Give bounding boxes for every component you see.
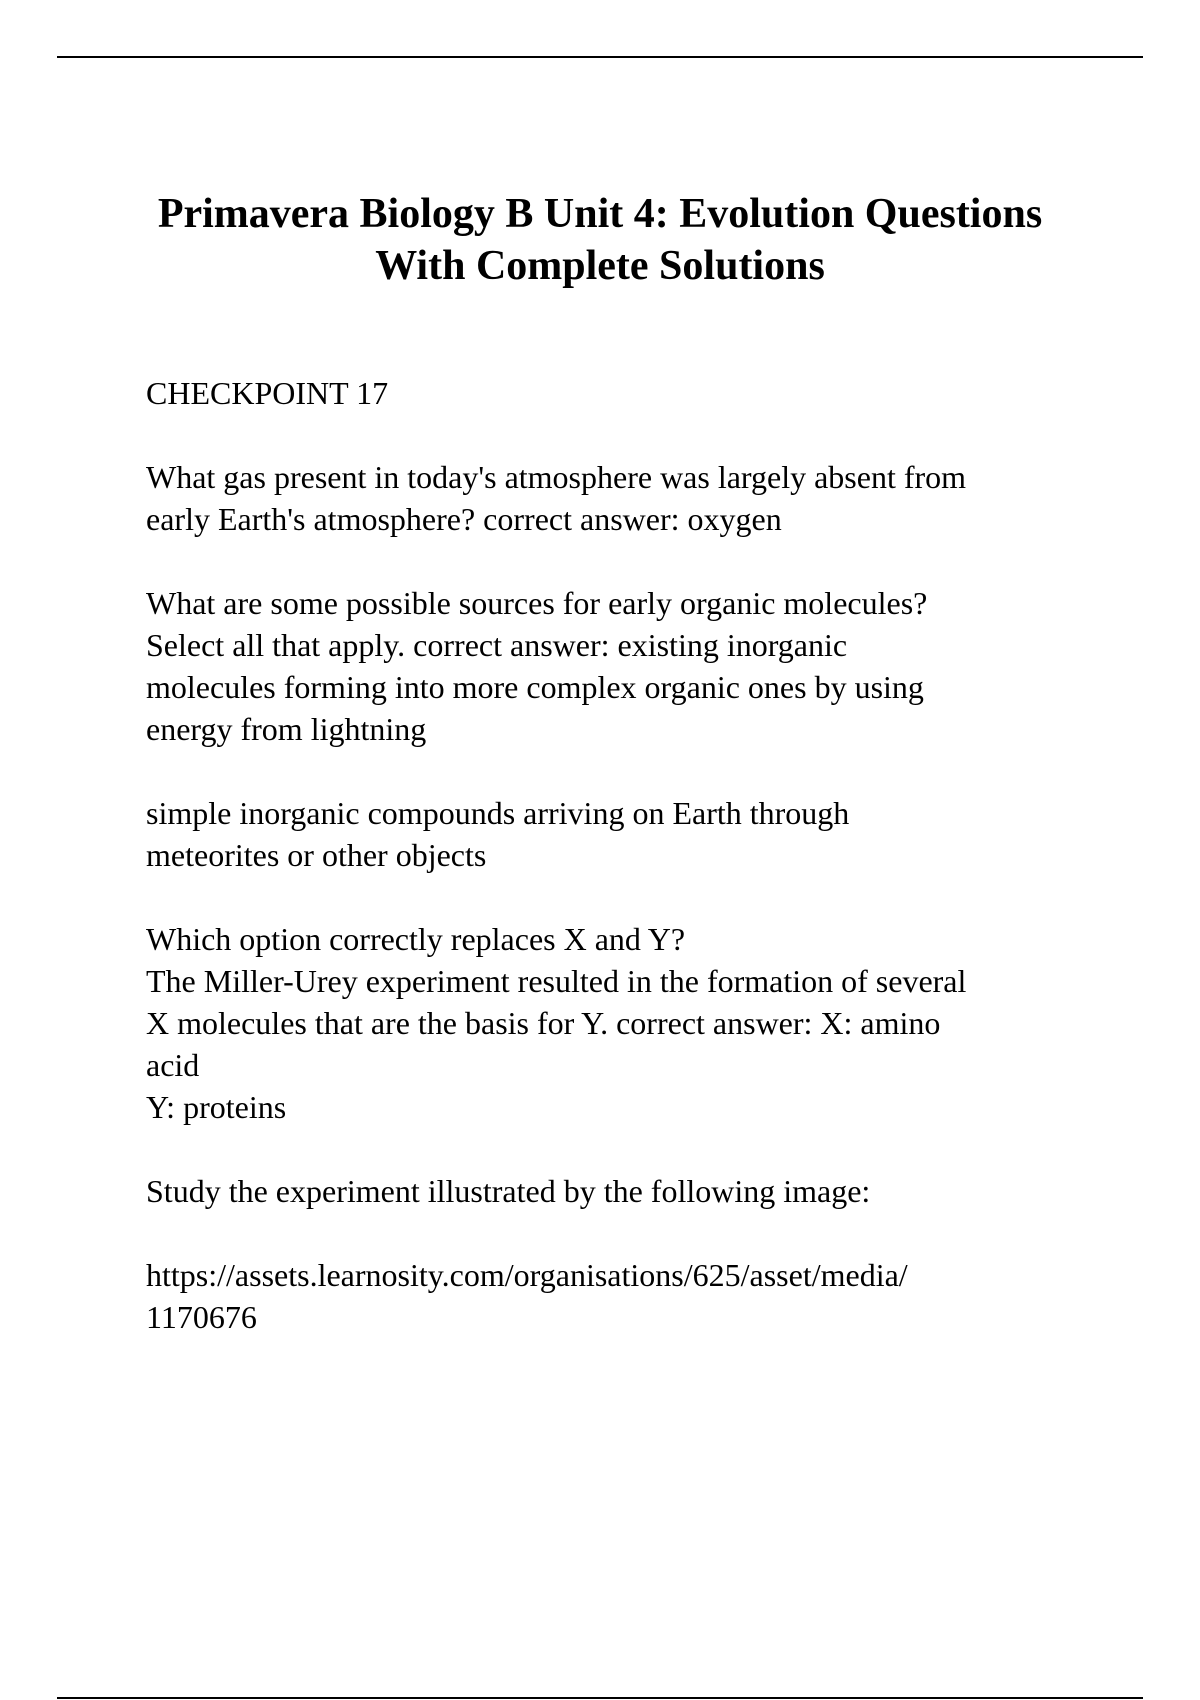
- text-line: simple inorganic compounds arriving on Earth through: [146, 795, 850, 831]
- text-line: What are some possible sources for early organic molecules?: [146, 585, 928, 621]
- question-organic-sources: [146, 582, 1106, 750]
- title-line-1: Primavera Biology B Unit 4: Evolution Questions: [157, 191, 1043, 237]
- text-line: Select all that apply. correct answer: existing inorganic: [146, 627, 848, 663]
- text-line: Which option correctly replaces X and Y?: [146, 921, 686, 957]
- question-study-experiment: [146, 1170, 1106, 1212]
- text-line: X molecules that are the basis for Y. correct answer: X: amino: [146, 1005, 941, 1041]
- text-line: meteorites or other objects: [146, 837, 487, 873]
- media-url: [146, 1254, 1106, 1338]
- title-line-2: With Complete Solutions: [375, 243, 825, 289]
- top-rule: [57, 56, 1143, 58]
- text-line: Study the experiment illustrated by the following image:: [146, 1173, 871, 1209]
- page-title: [100, 188, 1100, 292]
- text-line: molecules forming into more complex organic ones by using: [146, 669, 924, 705]
- question-miller-urey: [146, 918, 1106, 1128]
- text-line: What gas present in today's atmosphere was largely absent from: [146, 459, 967, 495]
- text-line: Y: proteins: [146, 1089, 287, 1125]
- text-line: acid: [146, 1047, 200, 1083]
- text-line: early Earth's atmosphere? correct answer: oxygen: [146, 501, 782, 537]
- document-body: [146, 372, 1106, 1380]
- section-heading-text: CHECKPOINT 17: [146, 375, 389, 411]
- text-line: The Miller-Urey experiment resulted in the formation of several: [146, 963, 967, 999]
- answer-meteorites: [146, 792, 1106, 876]
- text-line: 1170676: [146, 1299, 257, 1335]
- text-line: energy from lightning: [146, 711, 427, 747]
- text-line: https://assets.learnosity.com/organisations/625/asset/media/: [146, 1257, 908, 1293]
- question-oxygen: [146, 456, 1106, 540]
- section-heading: [146, 372, 1106, 414]
- bottom-rule: [57, 1697, 1143, 1699]
